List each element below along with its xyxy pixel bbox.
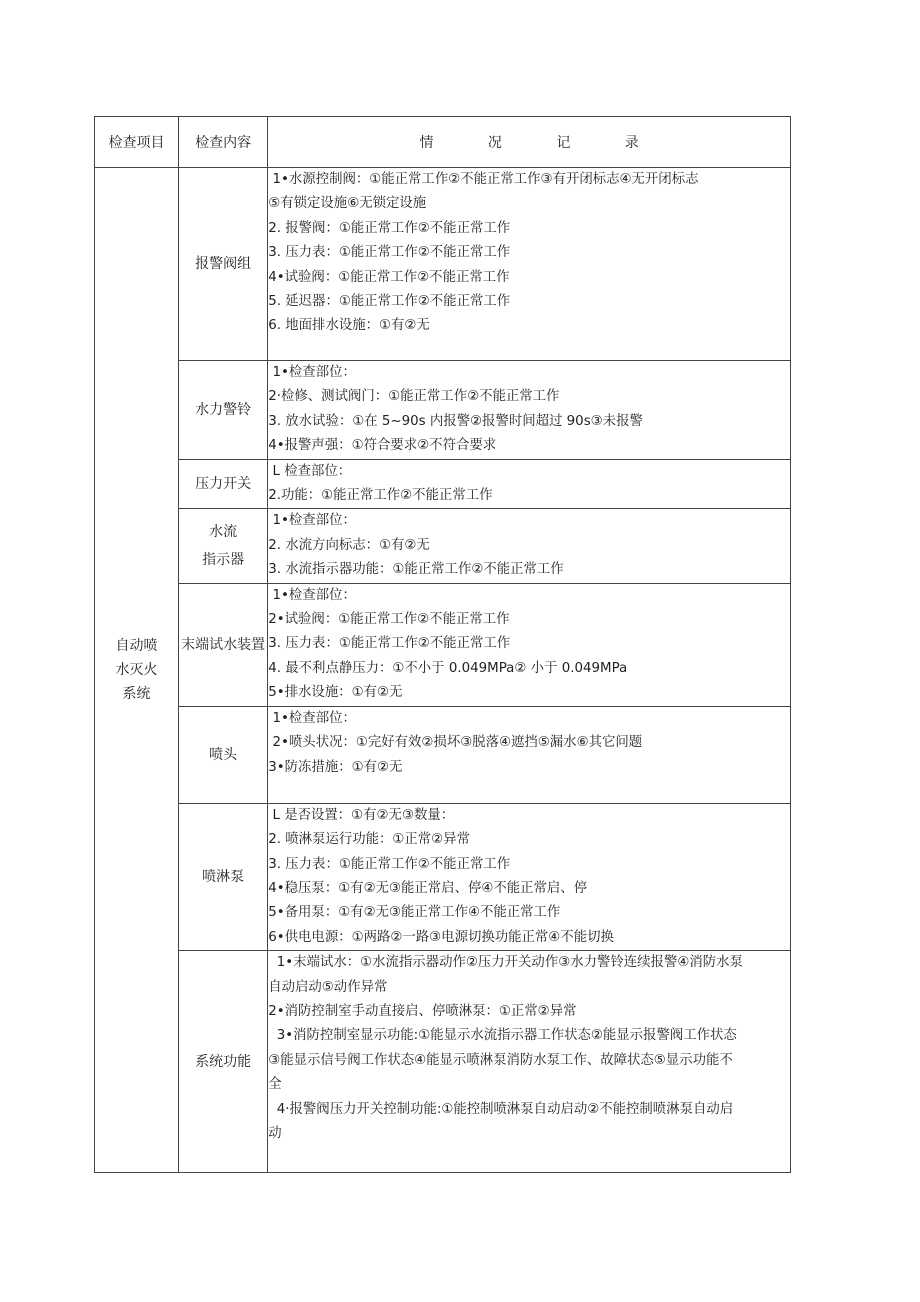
- record-line: 2. 报警阀：①能正常工作②不能正常工作: [268, 220, 511, 236]
- check-item-label: 系统功能: [195, 1053, 252, 1070]
- system-name-line: 自动喷: [115, 638, 158, 655]
- check-item-cell: [179, 168, 268, 361]
- record-line: 3. 放水试验：①在 5~90s 内报警②报警时间超过 90s③未报警: [268, 413, 643, 429]
- record-cell: [268, 509, 791, 583]
- section-row: [95, 951, 791, 1173]
- check-item-cell: [179, 361, 268, 460]
- check-item-label: 水力警铃: [195, 401, 252, 418]
- check-item-cell: [179, 951, 268, 1173]
- record-cell: [268, 951, 791, 1173]
- record-line: 全: [268, 1077, 282, 1093]
- section-row: [95, 803, 791, 950]
- record-line: 2•试验阀：①能正常工作②不能正常工作: [268, 612, 510, 628]
- header-row: [95, 117, 791, 168]
- record-line: 3. 压力表：①能正常工作②不能正常工作: [268, 636, 511, 652]
- record-line: 2. 水流方向标志：①有②无: [268, 537, 430, 553]
- record-line: 1•水源控制阀：①能正常工作②不能正常工作③有开闭标志④无开闭标志: [268, 172, 699, 187]
- record-line: 1•检查部位：: [268, 710, 356, 726]
- record-line: 2•消防控制室手动直接启、停喷淋泵：①正常②异常: [268, 1003, 577, 1019]
- check-item-cell: [179, 509, 268, 583]
- section-row: [95, 361, 791, 460]
- section-row: [95, 459, 791, 509]
- record-line: 1•末端试水：①水流指示器动作②压力开关动作③水力警铃连续报警④消防水泵: [268, 955, 743, 971]
- section-row: [95, 583, 791, 706]
- record-cell: [268, 459, 791, 509]
- record-line: 6•供电电源：①两路②一路③电源切换功能正常④不能切换: [268, 929, 614, 945]
- record-line: 5•备用泵：①有②无③能正常工作④不能正常工作: [268, 905, 561, 921]
- record-line: 3. 水流指示器功能：①能正常工作②不能正常工作: [268, 562, 564, 578]
- record-line: ③能显示信号阀工作状态④能显示喷淋泵消防水泵工作、故障状态⑤显示功能不: [268, 1052, 733, 1068]
- check-item-label: 喷淋泵: [202, 868, 245, 885]
- header-record: [268, 117, 791, 168]
- record-line: 1•检查部位：: [268, 587, 356, 603]
- record-cell: [268, 803, 791, 950]
- record-cell: [268, 168, 791, 361]
- inspection-sheet: [94, 116, 791, 1173]
- section-row: [95, 168, 791, 361]
- record-line: L 是否设置：①有②无③数量：: [268, 807, 455, 823]
- check-item-cell: [179, 706, 268, 803]
- check-item-cell: [179, 459, 268, 509]
- header-check-item: 检查项目: [95, 117, 179, 168]
- record-line: 4•试验阀：①能正常工作②不能正常工作: [268, 269, 510, 285]
- section-row: [95, 706, 791, 803]
- check-item-label: 喷头: [209, 746, 238, 763]
- record-cell: [268, 361, 791, 460]
- record-line: 2.功能：①能正常工作②不能正常工作: [268, 488, 493, 504]
- check-item-cell: [179, 583, 268, 706]
- check-item-label: 水流: [209, 524, 238, 541]
- record-line: 3. 压力表：①能正常工作②不能正常工作: [268, 856, 511, 872]
- record-line: ⑤有锁定设施⑥无锁定设施: [268, 196, 427, 212]
- record-line: 3. 压力表：①能正常工作②不能正常工作: [268, 245, 511, 261]
- header-record-char: 录: [624, 135, 639, 151]
- system-name-cell: [95, 168, 179, 1173]
- system-name-line: 系统: [122, 686, 151, 703]
- record-line: 4. 最不利点静压力：①不小于 0.049MPa② 小于 0.049MPa: [268, 660, 628, 676]
- section-row: [95, 509, 791, 583]
- record-cell: [268, 706, 791, 803]
- inspection-table: [94, 116, 791, 1173]
- record-line: 2·检修、测试阀门：①能正常工作②不能正常工作: [268, 389, 560, 405]
- record-line: 2. 喷淋泵运行功能：①正常②异常: [268, 832, 470, 848]
- record-line: 6. 地面排水设施：①有②无: [268, 318, 430, 334]
- header-check-content: 检查内容: [179, 117, 268, 168]
- header-record-char: 况: [487, 135, 502, 151]
- record-line: 自动启动⑤动作异常: [268, 979, 388, 995]
- record-line: 4·报警阀压力开关控制功能:①能控制喷淋泵自动启动②不能控制喷淋泵自动启: [268, 1101, 734, 1117]
- record-line: 5. 延迟器：①能正常工作②不能正常工作: [268, 294, 511, 310]
- header-record-char: 记: [556, 135, 571, 151]
- check-item-label: 报警阀组: [195, 256, 252, 272]
- record-cell: [268, 583, 791, 706]
- check-item-cell: [179, 803, 268, 950]
- check-item-label: 末端试水装置: [181, 636, 266, 653]
- record-line: 动: [268, 1125, 282, 1141]
- record-line: 3•防冻措施：①有②无: [268, 759, 403, 775]
- record-line: 4•报警声强：①符合要求②不符合要求: [268, 438, 497, 454]
- record-line: 1•检查部位：: [268, 513, 356, 529]
- record-line: L 检查部位：: [268, 463, 352, 479]
- record-line: 4•稳压泵：①有②无③能正常启、停④不能正常启、停: [268, 880, 588, 896]
- check-item-label: 指示器: [202, 552, 245, 569]
- record-line: 2•喷头状况：①完好有效②损坏③脱落④遮挡⑤漏水⑥其它问题: [268, 735, 643, 751]
- system-name-line: 水灭火: [115, 662, 158, 679]
- record-line: 5•排水设施：①有②无: [268, 685, 403, 701]
- check-item-label: 压力开关: [195, 476, 252, 493]
- record-line: 1•检查部位：: [268, 365, 356, 380]
- record-line: 3•消防控制室显示功能:①能显示水流指示器工作状态②能显示报警阀工作状态: [268, 1028, 737, 1044]
- header-record-char: 情: [419, 135, 434, 151]
